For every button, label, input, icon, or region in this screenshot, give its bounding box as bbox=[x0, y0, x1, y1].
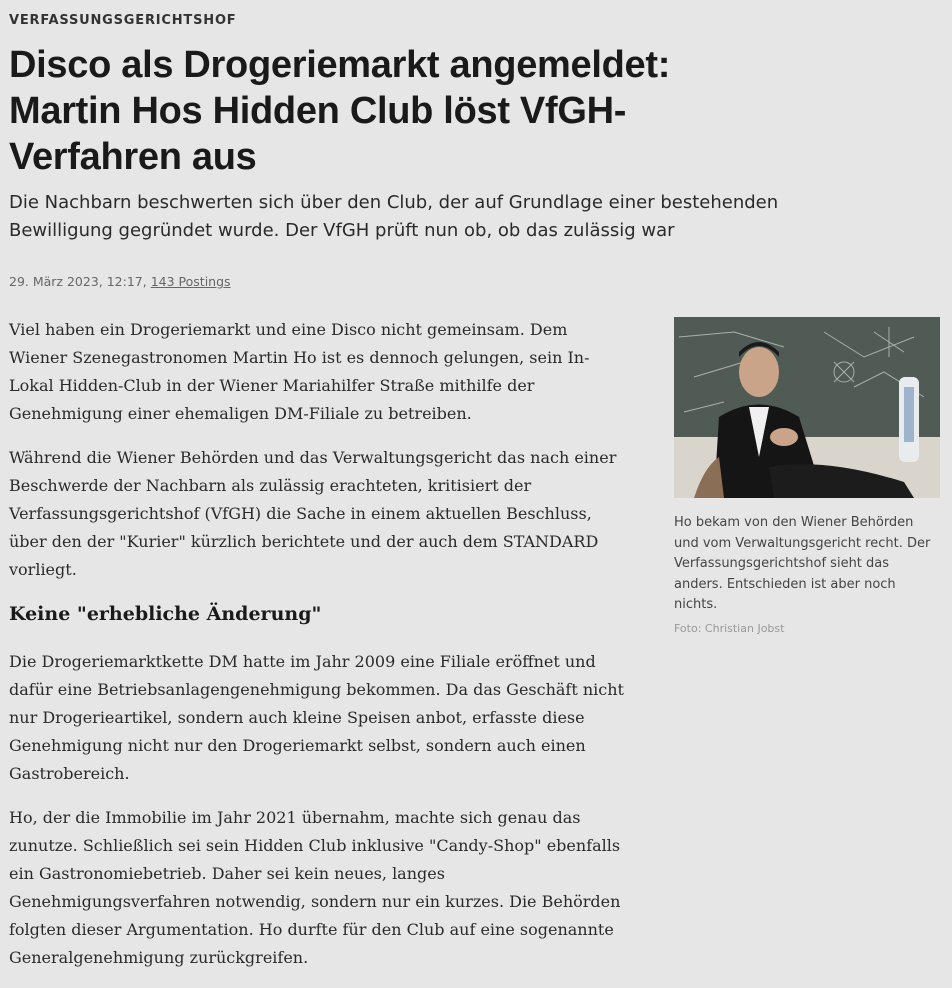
subheading: Keine "erhebliche Änderung" bbox=[9, 603, 322, 625]
photo-credit: Foto: Christian Jobst bbox=[674, 621, 785, 635]
lead-paragraph: Die Nachbarn beschwerten sich über den Club, der auf Grundlage einer bestehenden Bewilligung gegründet wurde. Der VfGH prüft nun ob, ob das zulässig war bbox=[9, 192, 779, 241]
article-meta bbox=[9, 274, 231, 289]
headline: Disco als Drogeriemarkt angemeldet: Martin Hos Hidden Club löst VfGH-Verfahren aus bbox=[9, 44, 671, 178]
photo-icon[interactable] bbox=[674, 317, 940, 498]
paragraph: Viel haben ein Drogeriemarkt und eine Disco nicht gemeinsam. Dem Wiener Szenegastronomen Martin Ho ist es dennoch gelungen, sein In-Lokal Hidden-Club in der Wiener Mariahilfer Straße mithilfe der Genehmigung einer ehemaligen DM-Filiale zu betreiben. bbox=[9, 320, 590, 423]
paragraph: Die Drogeriemarktkette DM hatte im Jahr 2009 eine Filiale eröffnet und dafür eine Betriebsanlagengenehmigung bekommen. Da das Geschäft nicht nur Drogerieartikel, sondern auch kleine Speisen anbot, erfasste diese Genehmigung nicht nur den Drogeriemarkt selbst, sondern auch einen Gastrobereich. bbox=[9, 652, 624, 783]
photo-illustration bbox=[674, 317, 940, 498]
figure-caption: Ho bekam von den Wiener Behörden und vom Verwaltungsgericht recht. Der Verfassungsgerichtshof sieht das anders. Entschieden ist aber noch nichts. bbox=[674, 515, 931, 612]
publish-date: 29. März 2023, 12:17, bbox=[9, 274, 147, 289]
article-figure bbox=[674, 317, 940, 635]
postings-link[interactable]: 143 Postings bbox=[150, 274, 231, 289]
paragraph: Während die Wiener Behörden und das Verwaltungsgericht das nach einer Beschwerde der Nachbarn als zulässig erachteten, kritisiert der Verfassungsgerichtshof (VfGH) die Sache in einem aktuellen Beschluss, über den der "Kurier" kürzlich berichtete und der auch dem STANDARD vorliegt. bbox=[9, 448, 617, 579]
article-body bbox=[9, 316, 624, 988]
paragraph: Ho, der die Immobilie im Jahr 2021 übernahm, machte sich genau das zunutze. Schließlich sei sein Hidden Club inklusive "Candy-Shop" ebenfalls ein Gastronomiebetrieb. Daher sei kein neues, langes Genehmigungsverfahren notwendig, sondern nur ein kurzes. Die Behörden folgten dieser Argumentation. Ho durfte für den Club auf eine sogenannte Generalgenehmigung zurückgreifen. bbox=[9, 808, 621, 967]
kicker[interactable]: VERFASSUNGSGERICHTSHOF bbox=[9, 13, 237, 28]
